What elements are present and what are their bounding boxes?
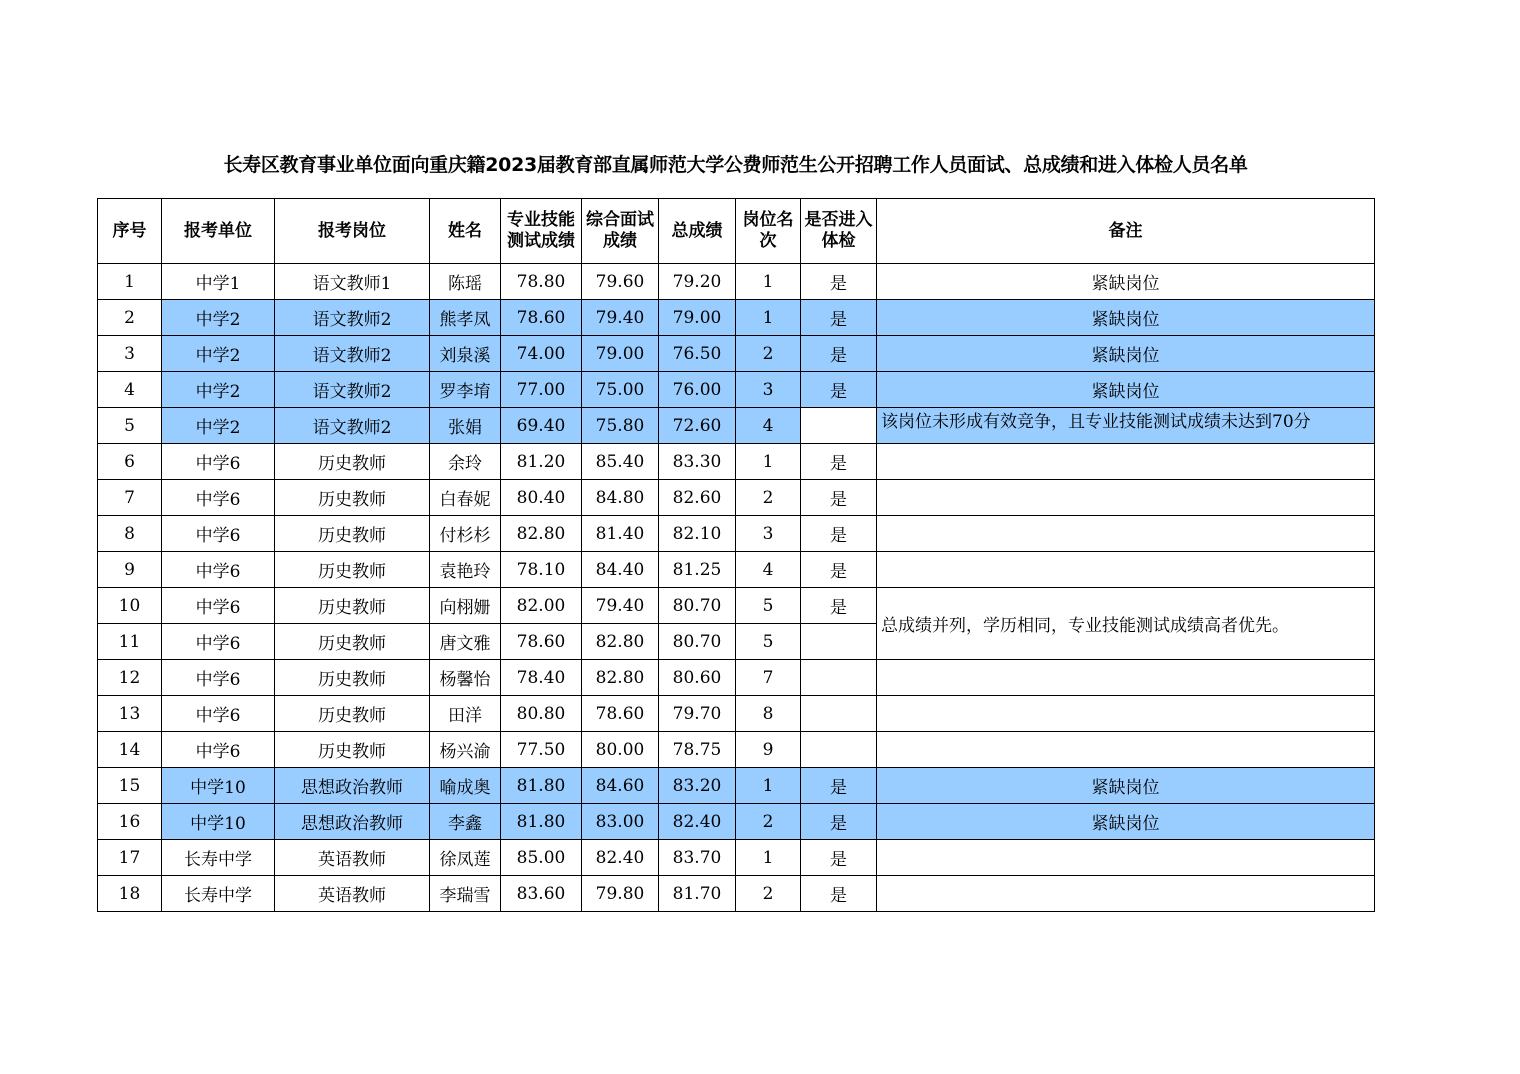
cell-rank: 1 bbox=[736, 300, 801, 336]
cell-unit: 中学6 bbox=[162, 696, 275, 732]
cell-name: 徐凤莲 bbox=[430, 840, 501, 876]
cell-prof-score: 81.20 bbox=[501, 444, 582, 480]
cell-rank: 1 bbox=[736, 768, 801, 804]
cell-exam bbox=[801, 732, 877, 768]
cell-comp-score: 79.40 bbox=[582, 300, 659, 336]
cell-note bbox=[877, 408, 1375, 444]
cell-unit: 中学10 bbox=[162, 804, 275, 840]
header-comp-score: 综合面试成绩 bbox=[582, 199, 659, 264]
cell-total-score: 76.00 bbox=[659, 372, 736, 408]
table-header-row bbox=[98, 199, 1375, 264]
cell-unit: 中学6 bbox=[162, 588, 275, 624]
cell-seq: 1 bbox=[98, 264, 162, 300]
cell-rank: 2 bbox=[736, 336, 801, 372]
cell-name: 杨兴渝 bbox=[430, 732, 501, 768]
cell-note bbox=[877, 660, 1375, 696]
cell-post: 历史教师 bbox=[275, 516, 430, 552]
table-row bbox=[98, 696, 1375, 732]
cell-unit: 中学2 bbox=[162, 300, 275, 336]
cell-prof-score: 78.10 bbox=[501, 552, 582, 588]
cell-exam: 是 bbox=[801, 768, 877, 804]
cell-prof-score: 78.40 bbox=[501, 660, 582, 696]
cell-comp-score: 84.60 bbox=[582, 768, 659, 804]
cell-seq: 7 bbox=[98, 480, 162, 516]
cell-prof-score: 69.40 bbox=[501, 408, 582, 444]
cell-name: 余玲 bbox=[430, 444, 501, 480]
cell-name: 向栩姗 bbox=[430, 588, 501, 624]
cell-exam bbox=[801, 624, 877, 660]
cell-post: 历史教师 bbox=[275, 732, 430, 768]
cell-note: 紧缺岗位 bbox=[877, 804, 1375, 840]
header-name: 姓名 bbox=[430, 199, 501, 264]
cell-exam: 是 bbox=[801, 480, 877, 516]
table-row bbox=[98, 660, 1375, 696]
page-title: 长寿区教育事业单位面向重庆籍2023届教育部直属师范大学公费师范生公开招聘工作人员面试、总成绩和进入体检人员名单 bbox=[223, 154, 1248, 176]
cell-unit: 中学2 bbox=[162, 372, 275, 408]
cell-total-score: 72.60 bbox=[659, 408, 736, 444]
cell-comp-score: 84.80 bbox=[582, 480, 659, 516]
cell-total-score: 79.00 bbox=[659, 300, 736, 336]
cell-note bbox=[877, 732, 1375, 768]
header-total-score: 总成绩 bbox=[659, 199, 736, 264]
cell-seq: 9 bbox=[98, 552, 162, 588]
cell-post: 历史教师 bbox=[275, 552, 430, 588]
cell-exam: 是 bbox=[801, 336, 877, 372]
cell-exam: 是 bbox=[801, 840, 877, 876]
cell-prof-score: 80.80 bbox=[501, 696, 582, 732]
cell-exam bbox=[801, 660, 877, 696]
table-row bbox=[98, 336, 1375, 372]
cell-post: 历史教师 bbox=[275, 588, 430, 624]
cell-note: 紧缺岗位 bbox=[877, 336, 1375, 372]
cell-rank: 7 bbox=[736, 660, 801, 696]
cell-post: 英语教师 bbox=[275, 840, 430, 876]
cell-prof-score: 80.40 bbox=[501, 480, 582, 516]
cell-post: 语文教师1 bbox=[275, 264, 430, 300]
cell-prof-score: 78.60 bbox=[501, 300, 582, 336]
cell-total-score: 79.70 bbox=[659, 696, 736, 732]
cell-seq: 11 bbox=[98, 624, 162, 660]
cell-name: 白春妮 bbox=[430, 480, 501, 516]
results-table bbox=[97, 198, 1375, 912]
table-row bbox=[98, 768, 1375, 804]
cell-rank: 2 bbox=[736, 480, 801, 516]
cell-prof-score: 78.80 bbox=[501, 264, 582, 300]
cell-seq: 15 bbox=[98, 768, 162, 804]
header-unit: 报考单位 bbox=[162, 199, 275, 264]
cell-total-score: 83.30 bbox=[659, 444, 736, 480]
cell-note: 紧缺岗位 bbox=[877, 264, 1375, 300]
cell-comp-score: 78.60 bbox=[582, 696, 659, 732]
cell-total-score: 83.20 bbox=[659, 768, 736, 804]
table-row bbox=[98, 804, 1375, 840]
cell-rank: 5 bbox=[736, 624, 801, 660]
cell-unit: 中学1 bbox=[162, 264, 275, 300]
cell-exam: 是 bbox=[801, 300, 877, 336]
cell-prof-score: 85.00 bbox=[501, 840, 582, 876]
cell-prof-score: 81.80 bbox=[501, 804, 582, 840]
cell-note bbox=[877, 552, 1375, 588]
cell-exam: 是 bbox=[801, 804, 877, 840]
table-row bbox=[98, 588, 1375, 624]
header-rank: 岗位名次 bbox=[736, 199, 801, 264]
cell-comp-score: 85.40 bbox=[582, 444, 659, 480]
cell-rank: 9 bbox=[736, 732, 801, 768]
cell-unit: 中学6 bbox=[162, 552, 275, 588]
cell-post: 历史教师 bbox=[275, 696, 430, 732]
cell-seq: 10 bbox=[98, 588, 162, 624]
cell-comp-score: 81.40 bbox=[582, 516, 659, 552]
cell-post: 思想政治教师 bbox=[275, 804, 430, 840]
cell-note: 紧缺岗位 bbox=[877, 768, 1375, 804]
cell-unit: 中学6 bbox=[162, 660, 275, 696]
cell-post: 历史教师 bbox=[275, 660, 430, 696]
cell-total-score: 83.70 bbox=[659, 840, 736, 876]
table-row bbox=[98, 264, 1375, 300]
cell-comp-score: 82.80 bbox=[582, 624, 659, 660]
cell-name: 唐文雅 bbox=[430, 624, 501, 660]
cell-note bbox=[877, 696, 1375, 732]
cell-seq: 14 bbox=[98, 732, 162, 768]
cell-post: 英语教师 bbox=[275, 876, 430, 912]
cell-comp-score: 83.00 bbox=[582, 804, 659, 840]
cell-seq: 8 bbox=[98, 516, 162, 552]
cell-post: 思想政治教师 bbox=[275, 768, 430, 804]
cell-unit: 中学2 bbox=[162, 336, 275, 372]
table-row bbox=[98, 408, 1375, 444]
cell-unit: 长寿中学 bbox=[162, 876, 275, 912]
table-row bbox=[98, 480, 1375, 516]
cell-seq: 5 bbox=[98, 408, 162, 444]
cell-rank: 3 bbox=[736, 516, 801, 552]
cell-unit: 中学2 bbox=[162, 408, 275, 444]
table-row bbox=[98, 552, 1375, 588]
cell-prof-score: 77.50 bbox=[501, 732, 582, 768]
cell-unit: 中学6 bbox=[162, 444, 275, 480]
cell-total-score: 79.20 bbox=[659, 264, 736, 300]
table-row bbox=[98, 876, 1375, 912]
cell-unit: 中学6 bbox=[162, 732, 275, 768]
cell-total-score: 80.70 bbox=[659, 624, 736, 660]
cell-comp-score: 82.40 bbox=[582, 840, 659, 876]
cell-exam: 是 bbox=[801, 552, 877, 588]
cell-comp-score: 82.80 bbox=[582, 660, 659, 696]
header-post: 报考岗位 bbox=[275, 199, 430, 264]
cell-rank: 1 bbox=[736, 264, 801, 300]
cell-unit: 中学6 bbox=[162, 480, 275, 516]
cell-post: 历史教师 bbox=[275, 480, 430, 516]
cell-seq: 2 bbox=[98, 300, 162, 336]
cell-note: 紧缺岗位 bbox=[877, 300, 1375, 336]
header-exam: 是否进入体检 bbox=[801, 199, 877, 264]
cell-seq: 6 bbox=[98, 444, 162, 480]
cell-note bbox=[877, 444, 1375, 480]
cell-name: 罗李堉 bbox=[430, 372, 501, 408]
cell-prof-score: 82.80 bbox=[501, 516, 582, 552]
cell-note bbox=[877, 840, 1375, 876]
cell-name: 张娟 bbox=[430, 408, 501, 444]
cell-name: 杨馨怡 bbox=[430, 660, 501, 696]
cell-comp-score: 79.60 bbox=[582, 264, 659, 300]
cell-rank: 3 bbox=[736, 372, 801, 408]
cell-name: 李鑫 bbox=[430, 804, 501, 840]
cell-comp-score: 75.80 bbox=[582, 408, 659, 444]
cell-rank: 8 bbox=[736, 696, 801, 732]
cell-name: 陈瑶 bbox=[430, 264, 501, 300]
cell-prof-score: 74.00 bbox=[501, 336, 582, 372]
cell-total-score: 81.70 bbox=[659, 876, 736, 912]
cell-rank: 4 bbox=[736, 408, 801, 444]
cell-rank: 5 bbox=[736, 588, 801, 624]
cell-exam: 是 bbox=[801, 264, 877, 300]
cell-seq: 18 bbox=[98, 876, 162, 912]
cell-name: 李瑞雪 bbox=[430, 876, 501, 912]
cell-total-score: 82.10 bbox=[659, 516, 736, 552]
cell-prof-score: 81.80 bbox=[501, 768, 582, 804]
cell-rank: 1 bbox=[736, 840, 801, 876]
cell-unit: 长寿中学 bbox=[162, 840, 275, 876]
cell-total-score: 76.50 bbox=[659, 336, 736, 372]
cell-unit: 中学6 bbox=[162, 516, 275, 552]
cell-seq: 17 bbox=[98, 840, 162, 876]
cell-exam: 是 bbox=[801, 516, 877, 552]
cell-name: 付杉杉 bbox=[430, 516, 501, 552]
cell-exam: 是 bbox=[801, 876, 877, 912]
cell-rank: 1 bbox=[736, 444, 801, 480]
cell-note bbox=[877, 480, 1375, 516]
cell-exam: 是 bbox=[801, 372, 877, 408]
cell-seq: 3 bbox=[98, 336, 162, 372]
cell-comp-score: 75.00 bbox=[582, 372, 659, 408]
cell-post: 历史教师 bbox=[275, 624, 430, 660]
cell-note: 紧缺岗位 bbox=[877, 372, 1375, 408]
cell-seq: 16 bbox=[98, 804, 162, 840]
cell-exam bbox=[801, 696, 877, 732]
cell-post: 语文教师2 bbox=[275, 336, 430, 372]
cell-rank: 2 bbox=[736, 876, 801, 912]
cell-total-score: 78.75 bbox=[659, 732, 736, 768]
cell-exam: 是 bbox=[801, 444, 877, 480]
cell-total-score: 80.60 bbox=[659, 660, 736, 696]
header-seq: 序号 bbox=[98, 199, 162, 264]
cell-name: 刘泉溪 bbox=[430, 336, 501, 372]
cell-post: 语文教师2 bbox=[275, 300, 430, 336]
cell-seq: 13 bbox=[98, 696, 162, 732]
table-row bbox=[98, 444, 1375, 480]
cell-seq: 4 bbox=[98, 372, 162, 408]
note-text: 该岗位未形成有效竞争，且专业技能测试成绩未达到70分 bbox=[881, 412, 1311, 432]
cell-comp-score: 79.00 bbox=[582, 336, 659, 372]
cell-note bbox=[877, 876, 1375, 912]
cell-comp-score: 79.80 bbox=[582, 876, 659, 912]
table-row bbox=[98, 372, 1375, 408]
cell-name: 袁艳玲 bbox=[430, 552, 501, 588]
cell-name: 喻成奥 bbox=[430, 768, 501, 804]
cell-prof-score: 78.60 bbox=[501, 624, 582, 660]
cell-unit: 中学10 bbox=[162, 768, 275, 804]
cell-rank: 4 bbox=[736, 552, 801, 588]
cell-post: 历史教师 bbox=[275, 444, 430, 480]
cell-prof-score: 77.00 bbox=[501, 372, 582, 408]
cell-post: 语文教师2 bbox=[275, 372, 430, 408]
header-note: 备注 bbox=[877, 199, 1375, 264]
cell-prof-score: 83.60 bbox=[501, 876, 582, 912]
cell-name: 田洋 bbox=[430, 696, 501, 732]
cell-total-score: 82.40 bbox=[659, 804, 736, 840]
cell-total-score: 81.25 bbox=[659, 552, 736, 588]
cell-post: 语文教师2 bbox=[275, 408, 430, 444]
cell-unit: 中学6 bbox=[162, 624, 275, 660]
cell-comp-score: 79.40 bbox=[582, 588, 659, 624]
cell-exam: 是 bbox=[801, 588, 877, 624]
cell-seq: 12 bbox=[98, 660, 162, 696]
cell-comp-score: 80.00 bbox=[582, 732, 659, 768]
cell-note: 总成绩并列，学历相同，专业技能测试成绩高者优先。 bbox=[877, 588, 1375, 660]
cell-note bbox=[877, 516, 1375, 552]
table-row bbox=[98, 840, 1375, 876]
cell-name: 熊孝凤 bbox=[430, 300, 501, 336]
cell-exam bbox=[801, 408, 877, 444]
cell-total-score: 80.70 bbox=[659, 588, 736, 624]
cell-prof-score: 82.00 bbox=[501, 588, 582, 624]
header-prof-score: 专业技能测试成绩 bbox=[501, 199, 582, 264]
cell-total-score: 82.60 bbox=[659, 480, 736, 516]
cell-comp-score: 84.40 bbox=[582, 552, 659, 588]
cell-rank: 2 bbox=[736, 804, 801, 840]
table-row bbox=[98, 300, 1375, 336]
table-row bbox=[98, 516, 1375, 552]
table-row bbox=[98, 732, 1375, 768]
